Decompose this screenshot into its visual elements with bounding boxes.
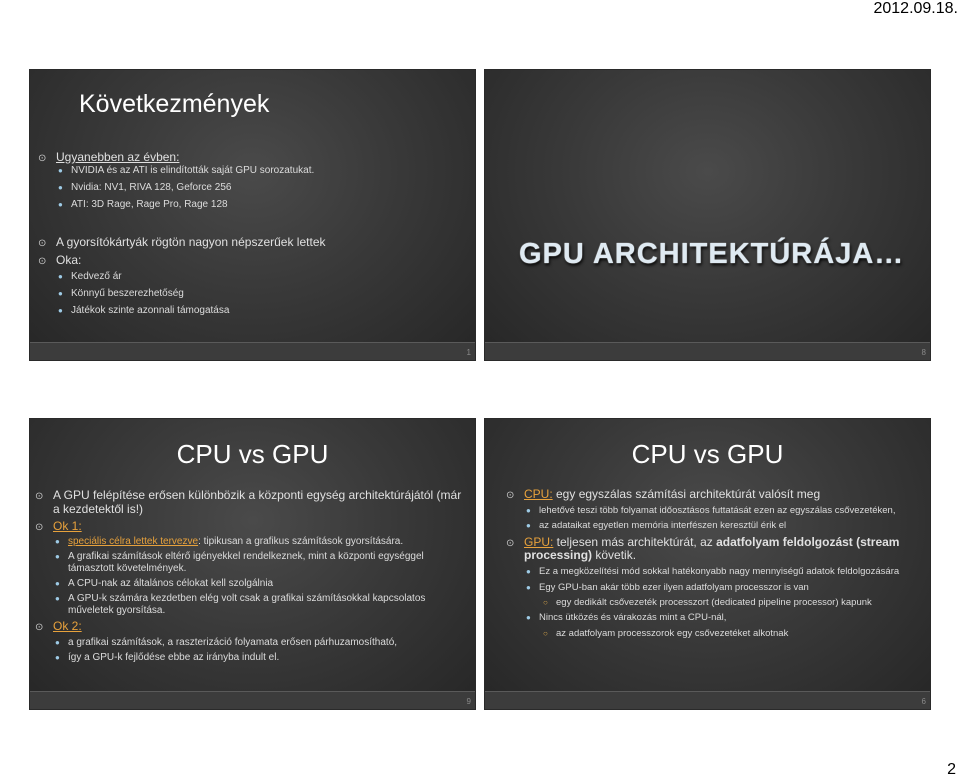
slide-title: GPU ARCHITEKTÚRÁJA… bbox=[519, 238, 905, 270]
sun-bullet-icon: ⊙ bbox=[38, 255, 47, 267]
list-item: ● Játékok szinte azonnali támogatása bbox=[58, 305, 230, 317]
sun-bullet-icon: ⊙ bbox=[35, 521, 44, 533]
list-item: ● Nincs ütközés és várakozás mint a CPU-nál, bbox=[526, 612, 727, 624]
slide-cpu-vs-gpu-1 bbox=[29, 418, 476, 710]
list-item: ● NVIDIA és az ATI is elindították saját GPU sorozatukat. bbox=[58, 164, 315, 176]
list-item: ⊙ Oka: bbox=[38, 252, 82, 267]
list-item: ● speciális célra lettek tervezve: tipikusan a grafikus számítások gyorsítására. bbox=[55, 536, 404, 548]
list-item: ⊙ GPU: teljesen más architektúrát, az adatfolyam feldolgozást (stream processing) követik. bbox=[506, 534, 900, 563]
dot-bullet-icon: ● bbox=[526, 582, 531, 592]
dot-bullet-icon: ● bbox=[526, 567, 531, 577]
slide-footer-band bbox=[485, 691, 930, 709]
list-item: ● a grafikai számítások, a raszterizáció folyamata erősen párhuzamosítható, bbox=[55, 637, 398, 649]
slide-gpu-architektura bbox=[484, 69, 931, 361]
list-item: ● lehetővé teszi több folyamat időosztásos futtatását ezen az egyszálas csővezetéken, bbox=[526, 504, 896, 516]
list-item: ● Ez a megközelítési mód sokkal hatékonyabb nagy mennyiségű adatok feldolgozására bbox=[526, 566, 900, 578]
sun-bullet-icon: ⊙ bbox=[35, 491, 44, 502]
sun-bullet-icon: ⊙ bbox=[35, 622, 44, 634]
header-date: 2012.09.18. bbox=[873, 0, 958, 17]
slide-title: CPU vs GPU bbox=[631, 439, 784, 469]
dot-bullet-icon: ● bbox=[526, 505, 531, 515]
list-item: ● ATI: 3D Rage, Rage Pro, Rage 128 bbox=[58, 198, 228, 210]
sun-bullet-icon: ⊙ bbox=[506, 537, 515, 549]
slide-footer-band bbox=[485, 342, 930, 360]
list-item: ⊙ A gyorsítókártyák rögtön nagyon népszerűek lettek bbox=[38, 234, 326, 249]
dot-bullet-icon: ● bbox=[58, 182, 63, 192]
dot-bullet-icon: ● bbox=[526, 613, 531, 623]
slide-number: 1 bbox=[466, 348, 471, 357]
list-item: ● Könnyű beszerezhetőség bbox=[58, 288, 184, 300]
slide-number: 8 bbox=[921, 348, 926, 357]
slide-content bbox=[38, 151, 465, 322]
list-item: ⊙ Ok 2: bbox=[35, 619, 82, 634]
dot-bullet-icon: ● bbox=[55, 579, 60, 589]
slide-kovetkezmenyek bbox=[29, 69, 476, 361]
list-item: ● Egy GPU-ban akár több ezer ilyen adatfolyam processzor is van bbox=[526, 581, 809, 593]
slide-title: Következmények bbox=[79, 90, 270, 118]
dot-bullet-icon: ● bbox=[58, 199, 63, 209]
slide-footer-band bbox=[30, 342, 475, 360]
list-item: ⊙ CPU: egy egyszálas számítási architektúrát valósít meg bbox=[506, 487, 821, 501]
list-item: ● A GPU-k számára kezdetben elég volt csak a grafikai számításokkal kapcsolatos műveletek gyorsítása. bbox=[55, 593, 426, 617]
list-item: ○ az adatfolyam processzorok egy csővezetéket alkotnak bbox=[543, 627, 789, 639]
dot-bullet-icon: ● bbox=[55, 552, 60, 562]
dot-bullet-icon: ● bbox=[58, 289, 63, 299]
slide-number: 9 bbox=[466, 697, 471, 706]
slide-title: CPU vs GPU bbox=[176, 439, 329, 469]
dot-bullet-icon: ● bbox=[526, 521, 531, 531]
list-item: ⊙ Ok 1: bbox=[35, 518, 82, 533]
ring-bullet-icon: ○ bbox=[543, 597, 548, 607]
dot-bullet-icon: ● bbox=[58, 272, 63, 282]
slide-footer-band bbox=[30, 691, 475, 709]
page-number: 2 bbox=[947, 761, 956, 778]
list-item: ○ egy dedikált csővezeték processzort (dedicated pipeline processor) kapunk bbox=[543, 596, 872, 608]
dot-bullet-icon: ● bbox=[55, 638, 60, 648]
slide-cpu-vs-gpu-2 bbox=[484, 418, 931, 710]
list-item: ● A CPU-nak az általános célokat kell szolgálnia bbox=[55, 578, 274, 590]
ring-bullet-icon: ○ bbox=[543, 628, 548, 638]
list-item: ● A grafikai számítások eltérő igényekkel rendelkeznek, mint a központi egységgel támasztott követelmények. bbox=[55, 551, 424, 575]
dot-bullet-icon: ● bbox=[55, 537, 60, 547]
sun-bullet-icon: ⊙ bbox=[38, 153, 47, 164]
list-item: ● így a GPU-k fejlődése ebbe az irányba indult el. bbox=[55, 652, 280, 664]
list-item: ● az adataikat egyetlen memória interfészen keresztül érik el bbox=[526, 520, 787, 532]
list-item: ● Kedvező ár bbox=[58, 271, 122, 283]
slide-content bbox=[506, 488, 920, 643]
list-item: ⊙ Ugyanebben az évben: bbox=[38, 150, 180, 164]
sun-bullet-icon: ⊙ bbox=[38, 237, 47, 249]
dot-bullet-icon: ● bbox=[55, 594, 60, 604]
list-item: ● Nvidia: NV1, RIVA 128, Geforce 256 bbox=[58, 181, 232, 193]
slide-content bbox=[35, 489, 467, 667]
dot-bullet-icon: ● bbox=[55, 653, 60, 663]
dot-bullet-icon: ● bbox=[58, 165, 63, 175]
slide-number: 6 bbox=[921, 697, 926, 706]
list-item: ⊙ A GPU felépítése erősen különbözik a központi egység architektúrájától (már a kezdetektől is!) bbox=[35, 488, 462, 516]
sun-bullet-icon: ⊙ bbox=[506, 490, 515, 501]
dot-bullet-icon: ● bbox=[58, 306, 63, 316]
